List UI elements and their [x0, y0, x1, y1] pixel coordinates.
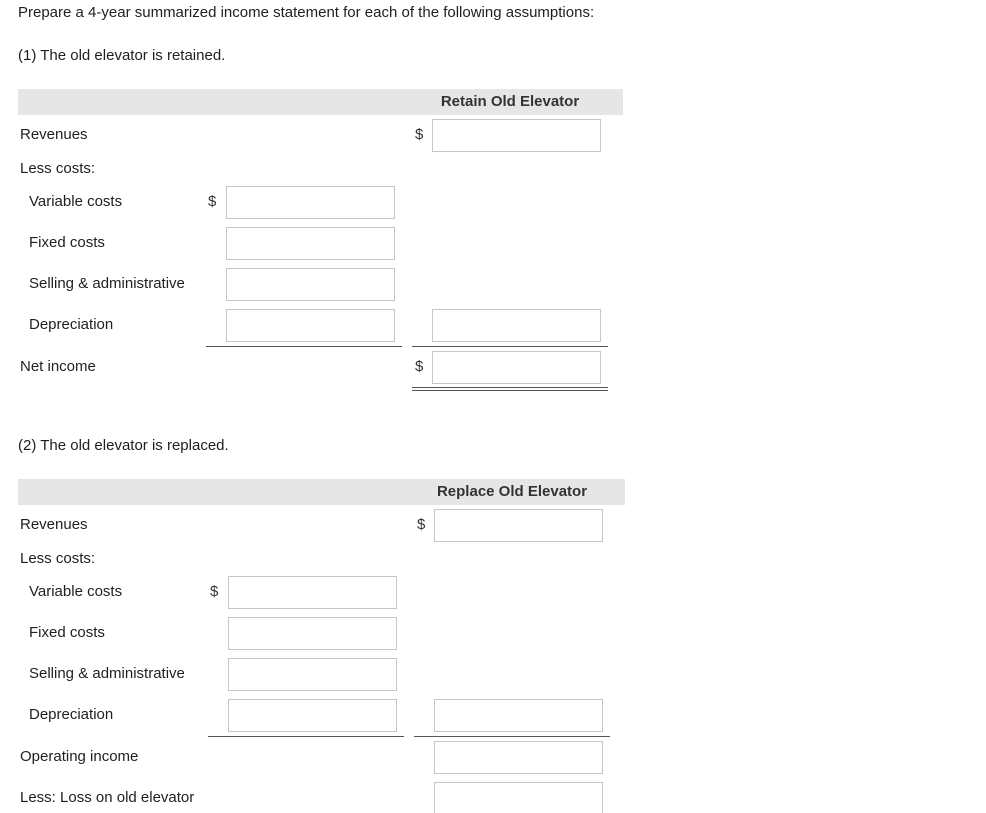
part1-heading: (1) The old elevator is retained. [18, 47, 226, 64]
part2-loss-old-elevator-input[interactable] [434, 782, 603, 813]
part2-fixed-costs-input[interactable] [228, 617, 397, 650]
part1-revenues-dollar: $ [415, 126, 424, 143]
part2-depreciation-label: Depreciation [29, 706, 114, 723]
part1-subtotal-rule-left [206, 346, 402, 347]
part1-revenues-label: Revenues [20, 126, 88, 143]
part2-selling-admin-label: Selling & administrative [29, 665, 185, 682]
part2-subtotal-rule-left [208, 736, 404, 737]
part2-revenues-label: Revenues [20, 516, 88, 533]
part1-fixed-costs-input[interactable] [226, 227, 395, 260]
part2-subtotal-rule-right [414, 736, 610, 737]
part1-revenues-input[interactable] [432, 119, 601, 152]
part1-selling-admin-label: Selling & administrative [29, 275, 185, 292]
part1-selling-admin-input[interactable] [226, 268, 395, 301]
part2-operating-income-input[interactable] [434, 741, 603, 774]
part1-total-costs-input[interactable] [432, 309, 601, 342]
part1-variable-costs-label: Variable costs [29, 193, 123, 210]
part1-variable-costs-input[interactable] [226, 186, 395, 219]
part2-heading: (2) The old elevator is replaced. [18, 437, 229, 454]
part1-subtotal-rule-right [412, 346, 608, 347]
part1-column-title: Retain Old Elevator [440, 93, 580, 110]
part2-variable-costs-input[interactable] [228, 576, 397, 609]
part1-less-costs-label: Less costs: [20, 160, 96, 177]
part2-operating-income-label: Operating income [20, 748, 139, 765]
part1-depreciation-input[interactable] [226, 309, 395, 342]
instructions-text: Prepare a 4-year summarized income statement for each of the following assumptions: [18, 4, 595, 21]
part1-depreciation-label: Depreciation [29, 316, 114, 333]
part1-fixed-costs-label: Fixed costs [29, 234, 105, 251]
part2-depreciation-input[interactable] [228, 699, 397, 732]
part2-total-costs-input[interactable] [434, 699, 603, 732]
part1-net-income-label: Net income [20, 358, 96, 375]
part2-selling-admin-input[interactable] [228, 658, 397, 691]
part2-variable-costs-label: Variable costs [29, 583, 123, 600]
part2-column-title: Replace Old Elevator [436, 483, 588, 500]
part2-loss-old-elevator-label: Less: Loss on old elevator [20, 789, 195, 806]
part1-net-income-dollar: $ [415, 358, 424, 375]
part1-total-double-rule [412, 387, 608, 391]
part1-net-income-input[interactable] [432, 351, 601, 384]
part2-less-costs-label: Less costs: [20, 550, 96, 567]
part2-revenues-dollar: $ [417, 516, 426, 533]
part2-fixed-costs-label: Fixed costs [29, 624, 105, 641]
part2-revenues-input[interactable] [434, 509, 603, 542]
part2-variable-costs-dollar: $ [210, 583, 219, 600]
part1-variable-costs-dollar: $ [208, 193, 217, 210]
